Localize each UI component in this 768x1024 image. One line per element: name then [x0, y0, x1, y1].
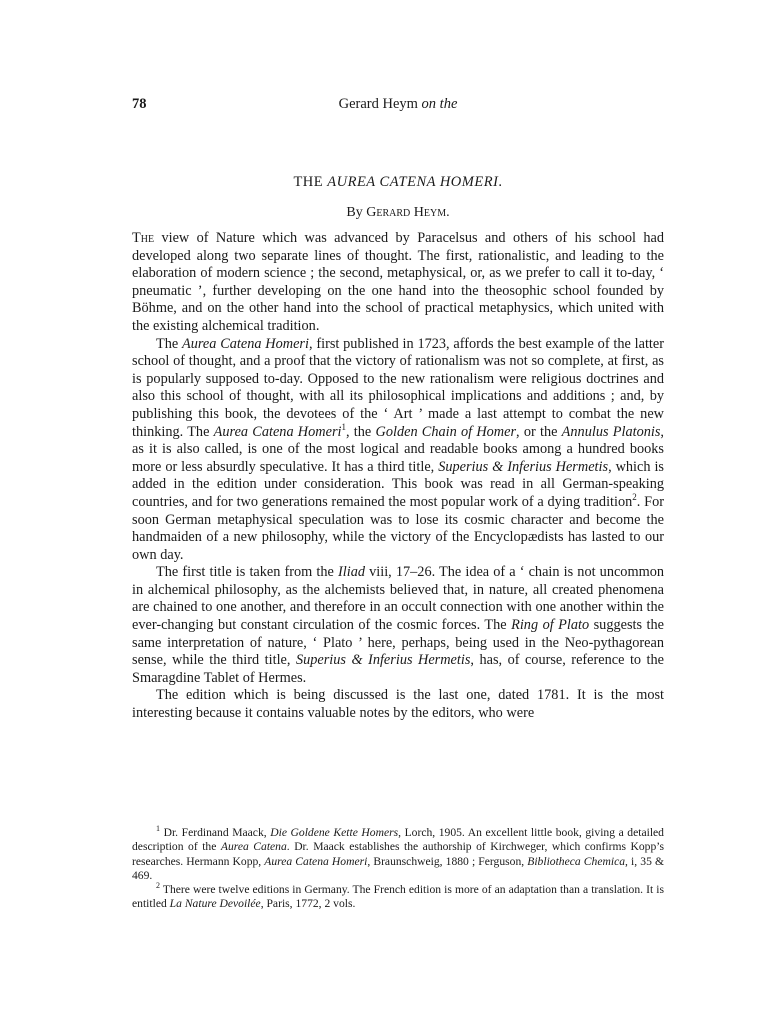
- body-paragraph: [132, 336, 664, 565]
- text-run: , which is added in the edition under consideration. This book was read in all German-speaking countries, and for two generations remained the most popular work of a dying tradition: [132, 458, 664, 510]
- text-run: suggests the same interpretation of nature, ‘ Plato ’ here, perhaps, being used in the Neo-pythagorean sense, while the third title,: [132, 617, 664, 669]
- italic-text: Ring of Plato: [511, 617, 590, 634]
- footnote-ref: 1: [341, 421, 346, 432]
- text-run: viii, 17–26. The idea of a ‘ chain is not uncommon in alchemical philosophy, as the alchemists believed that, in nature, all created phenomena are chained to one another, and therefore in an occult connection with one another within the ever-changing but constant circulation of the cosmic forces. The: [132, 564, 664, 634]
- italic-text: Aurea Catena Homeri: [182, 335, 309, 352]
- title-suffix: .: [498, 174, 503, 190]
- text-run: , Lorch, 1905. An excellent little book, giving a detailed description of the: [132, 826, 664, 854]
- text-run: The: [132, 230, 155, 246]
- text-run: , Paris, 1772, 2 vols.: [260, 897, 356, 911]
- author-name: Gerard Heym: [366, 205, 447, 220]
- footnote: [132, 826, 664, 883]
- text-run: . For soon German metaphysical speculation was to lose its cosmic character and become the handmaiden of a new philosophy, while the victory of the Encyclopædists has lasted to our own day.: [132, 493, 664, 563]
- footnote-ref: 2: [632, 492, 637, 503]
- footnote-ref: 1: [156, 824, 160, 834]
- text-run: The first title is taken from the: [156, 564, 338, 581]
- page-number: 78: [132, 96, 147, 112]
- title-prefix: THE: [293, 174, 328, 190]
- text-run: , Braunschweig, 1880 ; Ferguson,: [367, 854, 528, 868]
- text-run: view of Nature which was advanced by Paracelsus and others of his school had developed along two separate lines of thought. The first, rationalistic, and leading to the elaboration of modern science ; the second, metaphysical, or, as we prefer to call it to-day, ‘ pneumatic ’, further developing on the one hand into the theosophic school founded by Böhme, and on the other hand into the school of practical metaphysics, which united with the existing alchemical tradition.: [132, 230, 664, 334]
- italic-text: Iliad: [337, 564, 365, 581]
- text-run: Dr. Ferdinand Maack,: [160, 826, 271, 839]
- footnotes: [132, 826, 664, 912]
- text-run: , has, of course, reference to the Smaragdine Tablet of Hermes.: [132, 652, 665, 686]
- running-title-text: Gerard Heym: [338, 96, 422, 112]
- italic-text: Aurea Catena Homeri: [264, 854, 368, 868]
- text-run: There were twelve editions in Germany. The French edition is more of an adaptation than a translation. It is entitled: [132, 883, 664, 911]
- text-run: , or the: [516, 423, 562, 440]
- article-title: [132, 174, 664, 191]
- text-run: . Dr. Maack establishes the authorship of Kirchweger, which confirms Kopp’s researches. Hermann Kopp,: [132, 840, 664, 868]
- footnote: [132, 883, 664, 912]
- title-italic: AUREA CATENA HOMERI: [327, 174, 499, 190]
- italic-text: Superius & Inferius Hermetis: [295, 652, 471, 669]
- italic-text: Aurea Catena: [220, 840, 287, 854]
- italic-text: Golden Chain of Homer: [375, 423, 517, 440]
- byline-suffix: .: [446, 205, 450, 220]
- italic-text: Die Goldene Kette Homers: [270, 826, 399, 839]
- text-run: , first published in 1723, affords the best example of the latter school of thought, and a proof that the victory of rationalism was not so complete, at first, as is popularly supposed to-day. Opposed to the new rationalism were religious doctrines and also this school of thought, with all its philosophical implications and additions ; and, by publishing this book, the devotees of the ‘ Art ’ made a last attempt to combat the new thinking. The: [132, 335, 664, 440]
- text-run: , the: [346, 423, 376, 440]
- running-title: [132, 96, 664, 113]
- byline: [132, 205, 664, 221]
- body-paragraph: [132, 230, 664, 336]
- article-body: [132, 230, 664, 723]
- text-run: , as it is also called, is one of the most logical and readable books among a hundred books more or less absurdly speculative. It has a third title,: [132, 423, 664, 475]
- body-paragraph: [132, 687, 664, 722]
- text-run: The: [156, 335, 183, 352]
- text-run: The edition which is being discussed is the last one, dated 1781. It is the most interesting because it contains valuable notes by the editors, who were: [132, 687, 664, 722]
- text-run: , i, 35 & 469.: [132, 854, 664, 882]
- running-head: [132, 96, 664, 116]
- italic-text: Annulus Platonis: [561, 423, 661, 440]
- byline-prefix: By: [346, 205, 367, 220]
- italic-text: Bibliotheca Chemica: [527, 854, 626, 868]
- footnote-ref: 2: [156, 881, 160, 891]
- italic-text: La Nature Devoilée: [169, 897, 261, 911]
- italic-text: Superius & Inferius Hermetis: [438, 458, 609, 475]
- body-paragraph: [132, 564, 664, 687]
- running-title-italic: on the: [421, 96, 458, 112]
- italic-text: Aurea Catena Homeri: [213, 423, 342, 440]
